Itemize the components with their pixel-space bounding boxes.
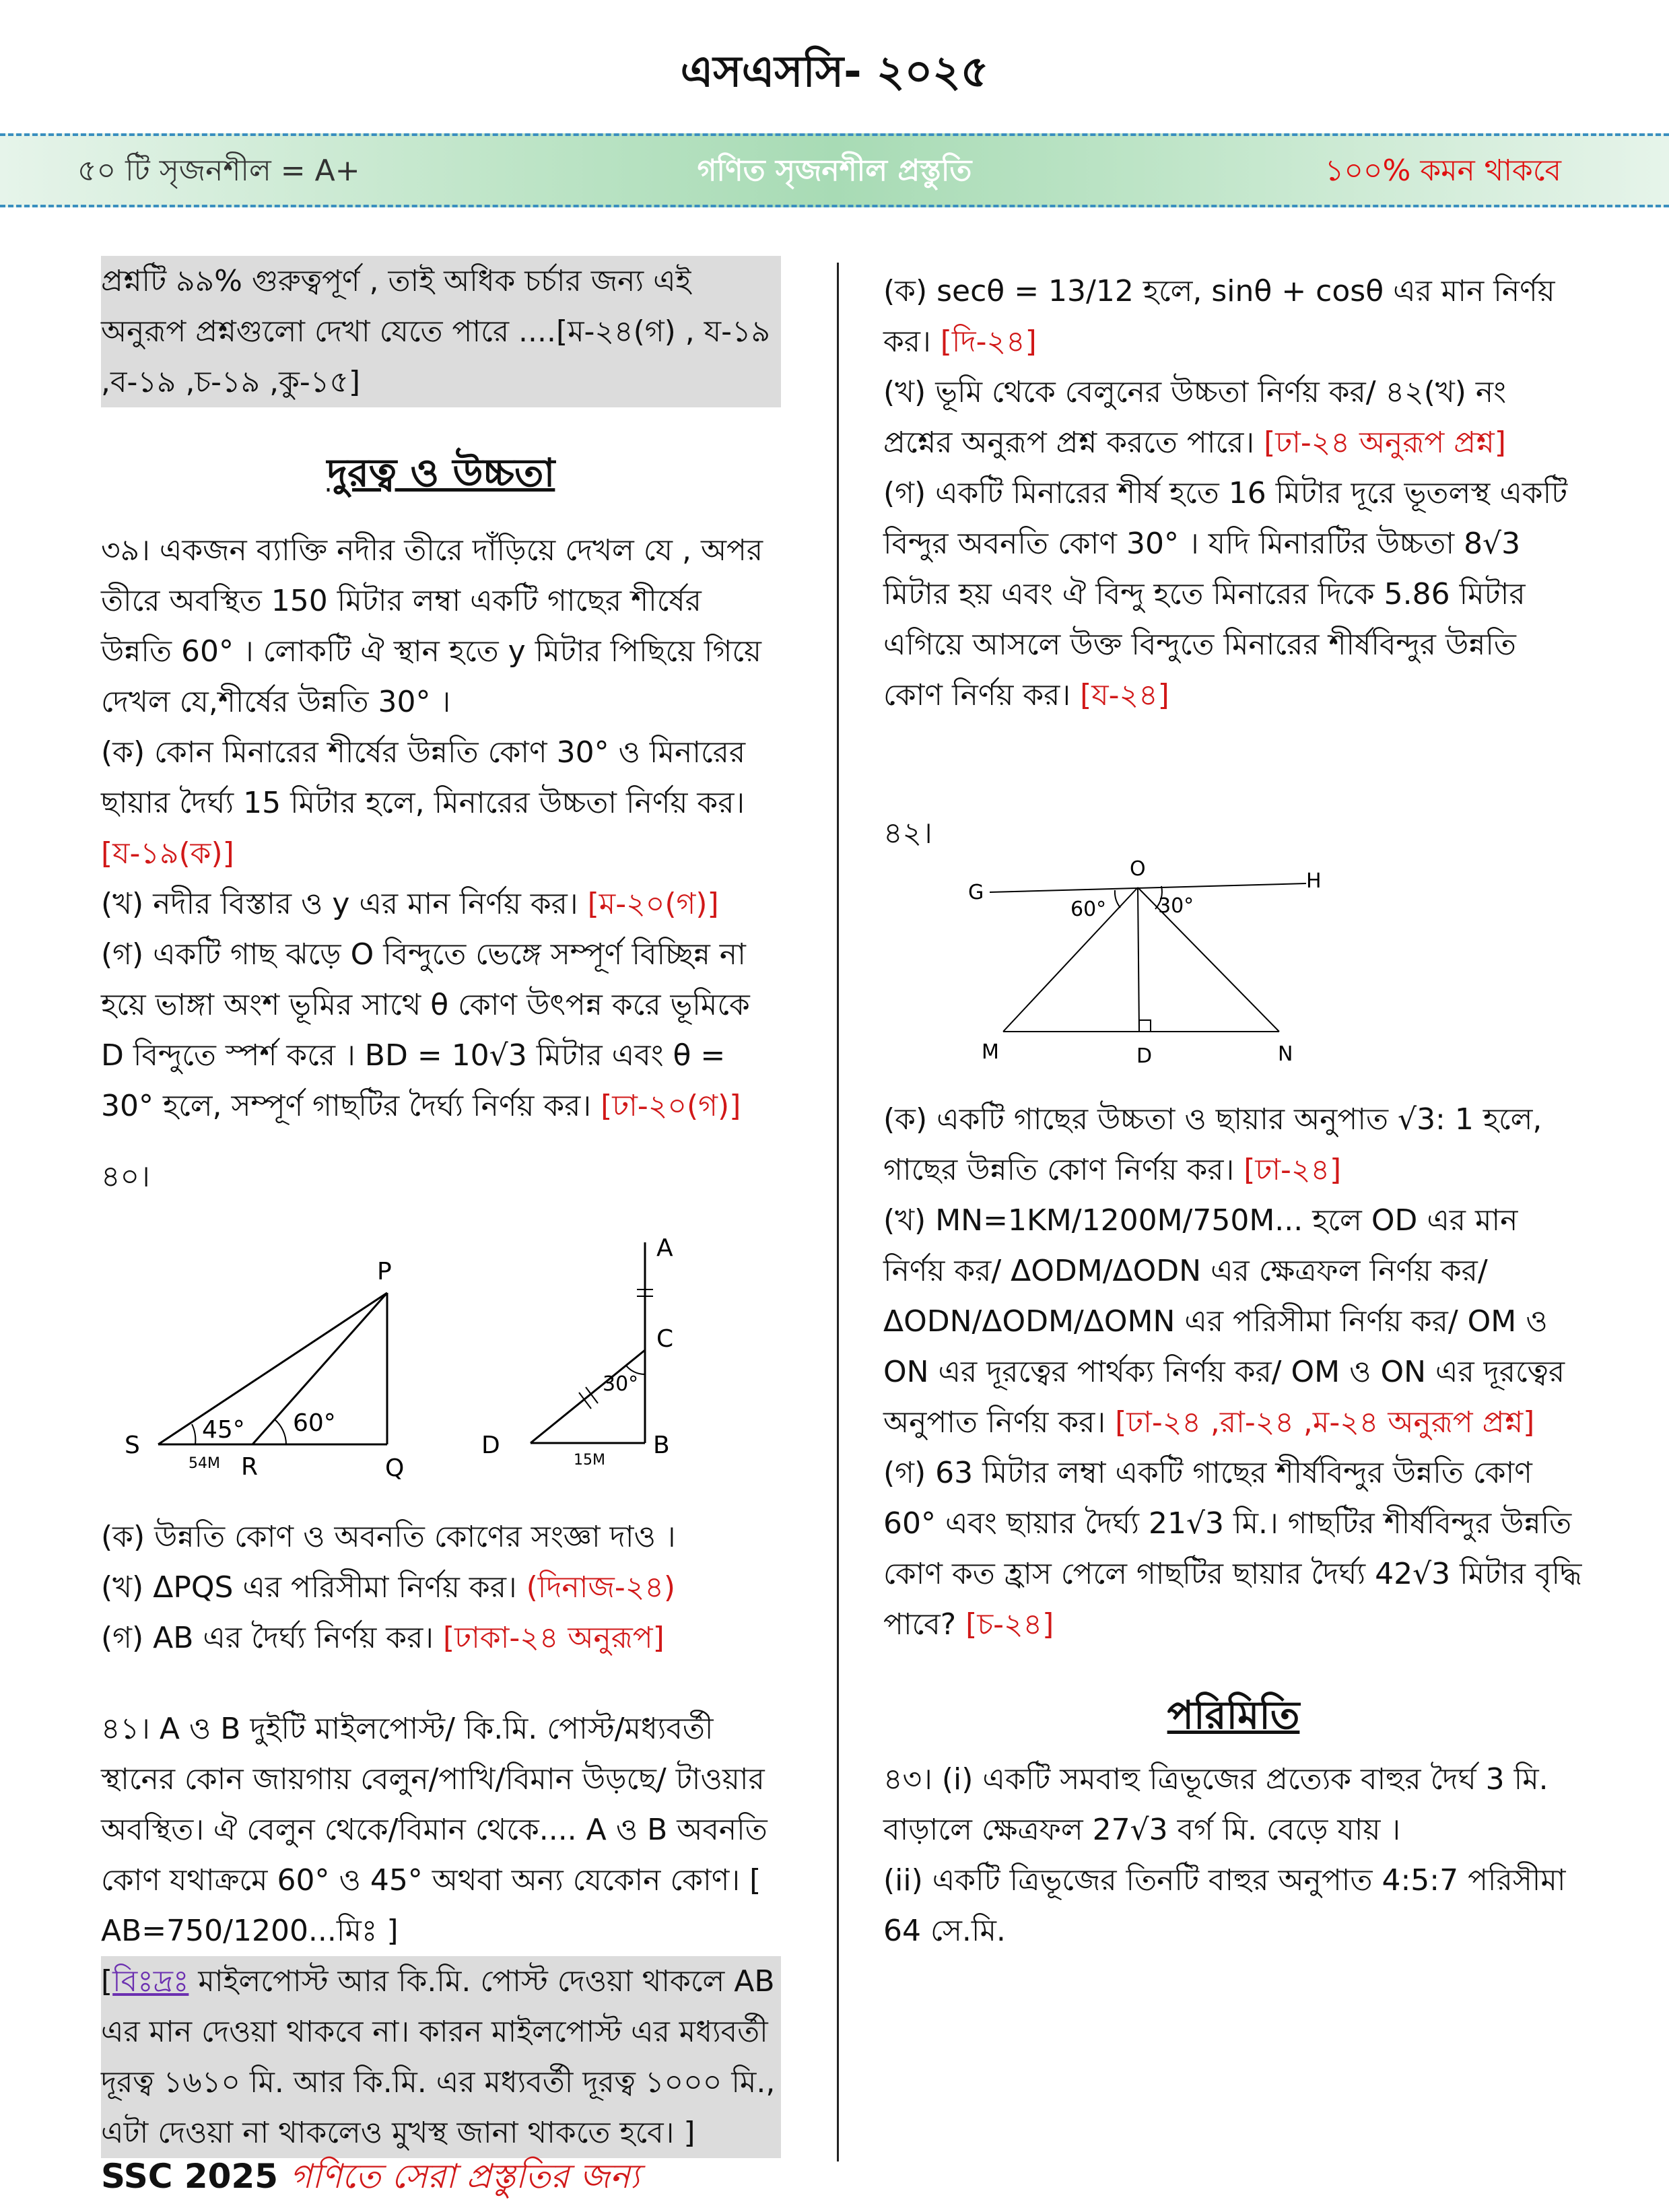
section-heading-mensuration: পরিমিতি	[1167, 1692, 1300, 1738]
angle-30: 30°	[603, 1372, 639, 1396]
label-D: D	[481, 1432, 500, 1459]
left-column	[101, 256, 781, 1131]
ref-41b: [ঢা-২৪ অনুরূপ প্রশ্ন]	[1264, 426, 1506, 460]
label-O: O	[1130, 857, 1146, 881]
dist-15: 15M	[574, 1452, 605, 1469]
angle-30-42: 30°	[1158, 894, 1194, 918]
question-42c: (গ) 63 মিটার লম্বা একটি গাছের শীর্ষবিন্দুর উন্নতি কোণ 60° এবং ছায়ার দৈর্ঘ্য 21√3 মি.। গাছটির শীর্ষবিন্দুর উন্নতি কোণ কত হ্রাস পেলে গাছটির ছায়ার দৈর্ঘ্য 42√3 মিটার বৃদ্ধি পাবে? [চ-২৪]	[883, 1456, 1582, 1642]
label-Q: Q	[385, 1454, 405, 1481]
question-39: ৩৯। একজন ব্যাক্তি নদীর তীরে দাঁড়িয়ে দেখল যে , অপর তীরে অবস্থিত 150 মিটার লম্বা একটি গাছের শীর্ষের উন্নতি 60° । লোকটি ঐ স্থান হতে y মিটার পিছিয়ে গিয়ে দেখল যে,শীর্ষের উন্নতি 30° ।	[101, 533, 763, 719]
question-42b: (খ) MN=1KM/1200M/750M... হলে OD এর মান নির্ণয় কর/ ΔODM/ΔODN এর ক্ষেত্রফল নির্ণয় কর/ ΔODN/ΔODM/ΔOMN এর পরিসীমা নির্ণয় কর/ OM ও ON এর দূরত্বের পার্থক্য নির্ণয় কর/ OM ও ON এর দূরত্বের অনুপাত নির্ণয় কর। [ঢা-২৪ ,রা-২৪ ,ম-২৪ অনুরূপ প্রশ্ন]	[883, 1203, 1565, 1440]
ref-42b: [ঢা-২৪ ,রা-২৪ ,ম-২৪ অনুরূপ প্রশ্ন]	[1115, 1405, 1535, 1440]
header-band	[0, 133, 1669, 207]
note-block: [বিঃদ্রঃ মাইলপোস্ট আর কি.মি. পোস্ট দেওয়া থাকলে AB এর মান দেওয়া থাকবে না। কারন মাইলপোস্ট এর মধ্যবর্তী দূরত্ব ১৬১০ মি. আর কি.মি. এর মধ্যবর্তী দূরত্ব ১০০০ মি., এটা দেওয়া না থাকলেও মুখস্থ জানা থাকতে হবে। ]	[101, 1956, 781, 2158]
label-C: C	[656, 1325, 674, 1353]
figure-42	[956, 855, 1360, 1077]
ref-41a: [দি-২৪]	[940, 325, 1037, 359]
column-divider	[837, 263, 839, 2161]
question-41: ৪১। A ও B দুইটি মাইলপোস্ট/ কি.মি. পোস্ট/মধ্যবর্তী স্থানের কোন জায়গায় বেলুন/পাখি/বিমান উড়ছে/ টাওয়ার অবস্থিত। ঐ বেলুন থেকে/বিমান থেকে.... A ও B অবনতি কোণ যথাক্রমে 60° ও 45° অথবা অন্য যেকোন কোণ। [ AB=750/1200...মিঃ ]	[101, 1712, 768, 1948]
question-39b: (খ) নদীর বিস্তার ও y এর মান নির্ণয় কর। [ম-২০(গ)]	[101, 887, 719, 921]
label-N: N	[1278, 1042, 1293, 1066]
label-D42: D	[1136, 1044, 1153, 1068]
question-39a: (ক) কোন মিনারের শীর্ষের উন্নতি কোণ 30° ও মিনারের ছায়ার দৈর্ঘ্য 15 মিটার হলে, মিনারের উচ্চতা নির্ণয় কর। [য-১৯(ক)]	[101, 735, 746, 871]
question-40b: (খ) ΔPQS এর পরিসীমা নির্ণয় কর। (দিনাজ-২৪)	[101, 1570, 676, 1605]
header-left: ৫০ টি সৃজনশীল = A+	[77, 154, 360, 188]
angle-45: 45°	[202, 1416, 245, 1444]
label-M: M	[982, 1040, 999, 1064]
question-41c: (গ) একটি মিনারের শীর্ষ হতে 16 মিটার দূরে ভূতলস্থ একটি বিন্দুর অবনতি কোণ 30° । যদি মিনারটির উচ্চতা 8√3 মিটার হয় এবং ঐ বিন্দু হতে মিনারের দিকে 5.86 মিটার এগিয়ে আসলে উক্ত বিন্দুতে মিনারের শীর্ষবিন্দুর উন্নতি কোণ নির্ণয় কর। [য-২৪]	[883, 476, 1568, 712]
intro-note: প্রশ্নটি ৯৯% গুরুত্বপূর্ণ , তাই অধিক চর্চার জন্য এই অনুরূপ প্রশ্নগুলো দেখা যেতে পারে ....[ম-২৪(গ) , য-১৯ ,ব-১৯ ,চ-১৯ ,কু-১৫]	[101, 256, 781, 407]
ref-40b: (দিনাজ-২৪)	[526, 1570, 676, 1605]
label-P: P	[377, 1258, 392, 1285]
angle-60-42: 60°	[1070, 898, 1107, 921]
question-43i: ৪৩। (i) একটি সমবাহু ত্রিভূজের প্রত্যেক বাহুর দৈর্ঘ 3 মি. বাড়ালে ক্ষেত্রফল 27√3 বর্গ মি. বেড়ে যায় ।	[883, 1762, 1548, 1847]
label-G: G	[968, 881, 984, 904]
label-A: A	[656, 1234, 673, 1262]
ref-42a: [ঢা-২৪]	[1244, 1153, 1342, 1187]
figure-40	[121, 1226, 727, 1481]
question-40-number: ৪০।	[101, 1160, 150, 1194]
footer-ssc: SSC 2025	[101, 2157, 279, 2196]
label-B: B	[653, 1432, 670, 1459]
left-column-lower	[101, 1512, 781, 2158]
right-column-lower	[883, 1094, 1583, 1956]
question-43ii: (ii) একটি ত্রিভূজের তিনটি বাহুর অনুপাত 4:5:7 পরিসীমা 64 সে.মি.	[883, 1863, 1566, 1948]
question-42-number: ৪২।	[883, 816, 932, 850]
question-40a: (ক) উন্নতি কোণ ও অবনতি কোণের সংজ্ঞা দাও ।	[101, 1520, 676, 1554]
question-41a: (ক) secθ = 13/12 হলে, sinθ + cosθ এর মান নির্ণয় কর। [দি-২৪]	[883, 274, 1555, 359]
header-center: গণিত সৃজনশীল প্রস্তুতি	[697, 154, 972, 188]
ref-39b: [ম-২০(গ)]	[587, 887, 719, 921]
ref-39c: [ঢা-২০(গ)]	[601, 1089, 741, 1123]
page-title: এসএসসি- ২০২৫	[680, 47, 989, 97]
label-R: R	[241, 1453, 259, 1481]
question-40c: (গ) AB এর দৈর্ঘ্য নির্ণয় কর। [ঢাকা-২৪ অনুরূপ]	[101, 1621, 665, 1655]
ref-40c: [ঢাকা-২৪ অনুরূপ]	[443, 1621, 665, 1655]
question-42a: (ক) একটি গাছের উচ্চতা ও ছায়ার অনুপাত √3: 1 হলে, গাছের উন্নতি কোণ নির্ণয় কর। [ঢা-২৪]	[883, 1102, 1542, 1187]
ref-41c: [য-২৪]	[1080, 678, 1169, 712]
section-heading-distance: দুরত্ব ও উচ্চতা	[327, 450, 555, 496]
question-39c: (গ) একটি গাছ ঝড়ে O বিন্দুতে ভেঙ্গে সম্পূর্ণ বিচ্ছিন্ন না হয়ে ভাঙ্গা অংশ ভূমির সাথে θ কোণ উৎপন্ন করে ভূমিকে D বিন্দুতে স্পর্শ করে । BD = 10√3 মিটার এবং θ = 30° হলে, সম্পূর্ণ গাছটির দৈর্ঘ্য নির্ণয় কর। [ঢা-২০(গ)]	[101, 937, 750, 1123]
ref-42c: [চ-২৪]	[965, 1607, 1054, 1642]
footer-tagline: গণিতে সেরা প্রস্তুতির জন্য	[289, 2157, 640, 2196]
angle-60: 60°	[293, 1409, 336, 1437]
question-41b: (খ) ভূমি থেকে বেলুনের উচ্চতা নির্ণয় কর/ ৪২(খ) নং প্রশ্নের অনুরূপ প্রশ্ন করতে পারে। [ঢা-২৪ অনুরূপ প্রশ্ন]	[883, 375, 1507, 460]
ref-39a: [য-১৯(ক)]	[101, 836, 234, 871]
note-label: বিঃদ্রঃ	[112, 1964, 189, 1999]
label-H: H	[1306, 869, 1322, 893]
right-column	[883, 266, 1583, 720]
footer	[101, 2151, 640, 2207]
label-S: S	[125, 1432, 140, 1459]
header-right: ১০০% কমন থাকবে	[1324, 154, 1561, 188]
dist-54: 54M	[189, 1455, 220, 1472]
